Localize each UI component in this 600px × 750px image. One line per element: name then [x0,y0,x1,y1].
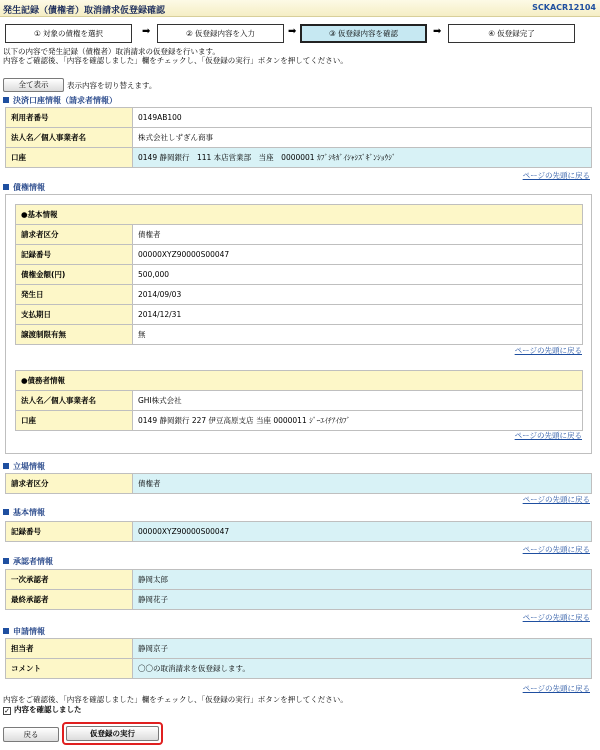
table-row [16,371,583,391]
debtor-value: 0149 静岡銀行 227 伊豆高原支店 当座 0000011 ｼﾞｰｴｲﾁｱｲｶﾌﾞ [133,411,583,431]
claim-value: 00000XYZ90000S00047 [133,245,583,265]
record-label: 記録番号 [6,522,133,542]
settlement-value: 0149AB100 [133,108,592,128]
step-indicator [5,24,595,44]
table-row [6,659,592,679]
settlement-label: 利用者番号 [6,108,133,128]
approver-value: 静岡花子 [133,590,592,610]
claim-value: 債権者 [133,225,583,245]
step-2: ② 仮登録内容を入力 [157,24,284,43]
confirm-checkbox[interactable]: ✓ [4,707,10,715]
step-1: ① 対象の債権を選択 [5,24,132,43]
application-table [5,638,592,679]
table-row [6,148,592,168]
step-arrow-icon: ➡ [433,26,442,37]
section-approver-heading: 承認者情報 [3,556,53,567]
back-to-top-link[interactable]: ページの先頭に戻る [522,171,590,180]
approver-table [5,569,592,610]
settlement-value: 株式会社しずぎん商事 [133,128,592,148]
back-to-top-link[interactable]: ページの先頭に戻る [522,495,590,504]
screen-code: SCKACR12104 [532,3,596,12]
execute-registration-button[interactable]: 仮登録の実行 [66,726,159,741]
claim-label: 支払期日 [16,305,133,325]
position-label: 請求者区分 [6,474,133,494]
position-value: 債権者 [133,474,592,494]
record-table [5,521,592,542]
step-3-current: ③ 仮登録内容を確認 [300,24,427,43]
page-title: 発生記録（債権者）取消請求仮登録確認 [3,6,166,16]
position-table [5,473,592,494]
approver-label: 最終承認者 [6,590,133,610]
table-row [16,325,583,345]
claim-label: 記録番号 [16,245,133,265]
toggle-note: 表示内容を切り替えます。 [67,81,157,90]
section-application-heading: 申請情報 [3,626,45,637]
record-value: 00000XYZ90000S00047 [133,522,592,542]
table-row [6,522,592,542]
claim-label: 請求者区分 [16,225,133,245]
claim-label: 譲渡制限有無 [16,325,133,345]
application-value: 静岡京子 [133,639,592,659]
approver-label: 一次承認者 [6,570,133,590]
table-row [16,225,583,245]
step-arrow-icon: ➡ [142,26,151,37]
table-row [6,108,592,128]
debtor-label: 口座 [16,411,133,431]
table-row [6,128,592,148]
section-settlement-heading: 決済口座情報（請求者情報） [3,95,117,106]
table-row [16,285,583,305]
application-value: 〇〇の取消請求を仮登録します。 [133,659,592,679]
table-row [6,590,592,610]
table-row [16,265,583,285]
confirm-checkbox-label: 内容を確認しました [14,705,82,714]
debtor-value: GHI株式会社 [133,391,583,411]
show-all-button[interactable]: 全て表示 [3,78,64,92]
intro-line-1: 以下の内容で発生記録（債権者）取消請求の仮登録を行います。 [3,47,220,56]
table-row [6,639,592,659]
back-to-top-link[interactable]: ページの先頭に戻る [514,346,582,355]
claim-label: 発生日 [16,285,133,305]
intro-text [3,47,598,65]
table-row [6,570,592,590]
settlement-table [5,107,592,168]
back-to-top-link[interactable]: ページの先頭に戻る [522,613,590,622]
claim-label: 債権金額(円) [16,265,133,285]
settlement-label: 口座 [6,148,133,168]
claim-value: 500,000 [133,265,583,285]
step-arrow-icon: ➡ [288,26,297,37]
application-label: 担当者 [6,639,133,659]
debtor-label: 法人名／個人事業者名 [16,391,133,411]
debtor-info-table [15,370,583,431]
section-claim-heading: 債権情報 [3,182,45,193]
intro-line-2: 内容をご確認後、「内容を確認しました」欄をチェックし、「仮登録の実行」ボタンを押してください。 [3,56,348,65]
settlement-label: 法人名／個人事業者名 [6,128,133,148]
back-to-top-link[interactable]: ページの先頭に戻る [522,545,590,554]
confirm-checkbox-row[interactable] [3,704,82,715]
table-row [16,205,583,225]
settlement-value: 0149 静岡銀行 111 本店営業部 当座 0000001 ｶﾌﾞｼｷｶﾞｲｼｬｼｽﾞｷﾞﾝｼｮｳｼﾞ [133,148,592,168]
table-row [16,411,583,431]
table-row [16,245,583,265]
application-label: コメント [6,659,133,679]
claim-value: 2014/09/03 [133,285,583,305]
basic-info-table [15,204,583,345]
back-to-top-link[interactable]: ページの先頭に戻る [514,431,582,440]
confirm-note: 内容をご確認後、「内容を確認しました」欄をチェックし、「仮登録の実行」ボタンを押してください。 [3,695,348,704]
table-row [6,474,592,494]
claim-value: 無 [133,325,583,345]
section-position-heading: 立場情報 [3,461,45,472]
table-row [16,391,583,411]
claim-value: 2014/12/31 [133,305,583,325]
approver-value: 静岡太郎 [133,570,592,590]
back-to-top-link[interactable]: ページの先頭に戻る [522,684,590,693]
basic-info-title: ●基本情報 [16,205,583,225]
section-basic-heading: 基本情報 [3,507,45,518]
table-row [16,305,583,325]
debtor-info-title: ●債務者情報 [16,371,583,391]
back-button[interactable]: 戻る [3,727,59,742]
title-bar [0,0,600,17]
step-4: ④ 仮登録完了 [448,24,575,43]
